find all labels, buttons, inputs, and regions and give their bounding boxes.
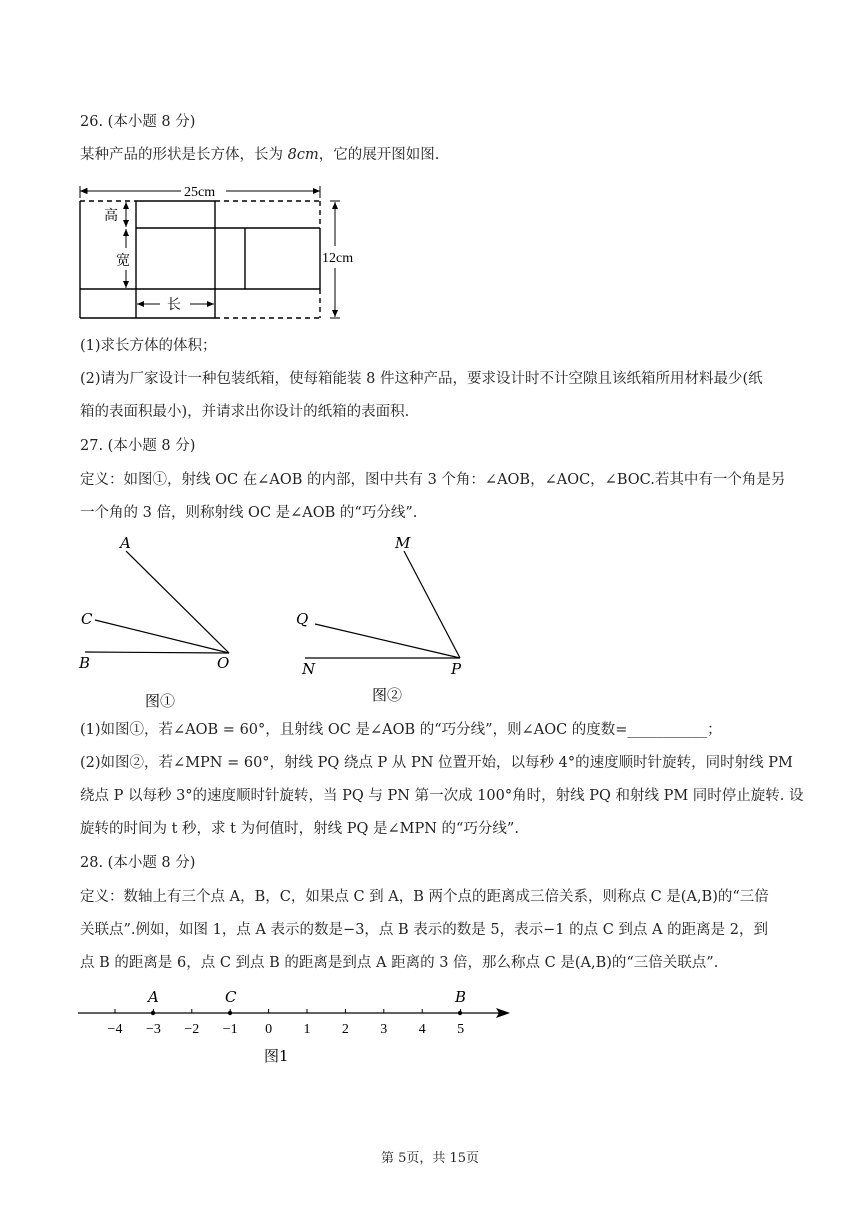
numberline-point-A: A [148, 988, 159, 1006]
q28-def-line2: 关联点”.例如，如图 1，点 A 表示的数是−3，点 B 表示的数是 5，表示−1 的点 C 到点 A 的距离是 2，到 [80, 922, 768, 938]
numberline-tick-label: −3 [145, 1022, 161, 1037]
fig2-label-M: M [395, 534, 411, 552]
q27-part2-line3: 旋转的时间为 t 秒，求 t 为何值时，射线 PQ 是∠MPN 的“巧分线”. [80, 821, 519, 837]
numberline-tick-label: 5 [457, 1022, 465, 1037]
numberline-point-B: B [455, 988, 467, 1006]
q27-part2-line1: (2)如图②，若∠MPN = 60°，射线 PQ 绕点 P 从 PN 位置开始，以每秒 4°的速度顺时针旋转，同时射线 PM [80, 755, 793, 771]
numberline-tick-label: 3 [380, 1022, 388, 1037]
q27-def-line1: 定义：如图①，射线 OC 在∠AOB 的内部，图中共有 3 个角：∠AOB，∠AOC，∠BOC.若其中有一个角是另 [80, 472, 786, 488]
numberline-tick-label: 4 [418, 1022, 426, 1037]
page-footer: 第 5页，共 15页 [380, 1151, 480, 1166]
numberline-caption: 图1 [264, 1047, 289, 1065]
q26-intro [80, 145, 439, 165]
q26-label-kuan: 宽 [116, 253, 130, 269]
fig1-caption: 图① [145, 692, 176, 710]
q28-def-line1: 定义：数轴上有三个点 A，B，C，如果点 C 到 A，B 两个点的距离成三倍关系，则称点 C 是(A,B)的“三倍 [80, 889, 769, 905]
q27-figure-1 [70, 530, 250, 710]
q27-figure-2 [290, 530, 480, 710]
q26-title: 26. (本小题 8 分) [80, 114, 196, 130]
numberline-tick-label: 1 [303, 1022, 311, 1037]
numberline-tick-label: −1 [222, 1022, 238, 1037]
fig1-label-B: B [79, 654, 91, 672]
numberline-tick-label: 2 [341, 1022, 349, 1037]
numberline-tick-label: 0 [265, 1022, 273, 1037]
fig2-label-Q: Q [296, 610, 309, 628]
q28-def-line3: 点 B 的距离是 6，点 C 到点 B 的距离是到点 A 距离的 3 倍，那么称点 C 是(A,B)的“三倍关联点”. [80, 955, 719, 971]
q26-intro-a: 某种产品的形状是长方体，长为 [80, 147, 288, 163]
q27-part2-line2: 绕点 P 以每秒 3°的速度顺时针旋转，当 PQ 与 PN 第一次成 100°角时，射线 PQ 和射线 PM 同时停止旋转. 设 [80, 788, 804, 804]
fig2-label-N: N [302, 660, 316, 678]
q26-intro-var: 8cm [287, 147, 319, 163]
numberline-point-C: C [225, 988, 237, 1006]
q26-label-12cm: 12cm [322, 251, 354, 266]
q26-part1: (1)求长方体的体积； [80, 338, 217, 354]
numberline-tick-label: −4 [107, 1022, 123, 1037]
q26-part2-line2: 箱的表面积最小)，并请求出你设计的纸箱的表面积. [80, 404, 410, 420]
q26-label-gao: 高 [104, 208, 118, 224]
fig1-label-A: A [120, 534, 131, 552]
q27-def-line2: 一个角的 3 倍，则称射线 OC 是∠AOB 的“巧分线”. [80, 505, 418, 521]
q26-label-chang: 长 [167, 297, 181, 313]
q28-title: 28. (本小题 8 分) [80, 855, 196, 871]
fig2-label-P: P [451, 660, 462, 678]
q26-part2-line1: (2)请为厂家设计一种包装纸箱，使每箱能装 8 件这种产品，要求设计时不计空隙且该纸箱所用材料最少(纸 [80, 371, 763, 387]
q26-intro-b: ，它的展开图如图. [318, 147, 440, 163]
q26-net-figure [70, 176, 370, 326]
q27-part1: (1)如图①，若∠AOB = 60°，且射线 OC 是∠AOB 的“巧分线”，则∠AOC 的度数=___________； [80, 722, 722, 738]
numberline-tick-label: −2 [184, 1022, 200, 1037]
fig1-label-O: O [217, 654, 230, 672]
q26-label-25cm: 25cm [184, 185, 216, 200]
fig2-caption: 图② [372, 686, 403, 704]
fig1-label-C: C [81, 610, 93, 628]
q28-number-line [70, 985, 530, 1075]
q27-title: 27. (本小题 8 分) [80, 438, 196, 454]
